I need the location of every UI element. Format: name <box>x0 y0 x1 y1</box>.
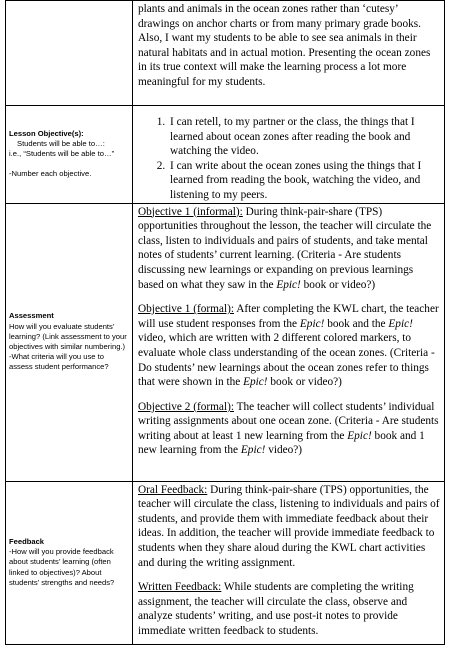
assessment-heading: Assessment <box>9 311 54 321</box>
objective-2-formal-label: Objective 2 (formal): <box>138 400 234 413</box>
written-feedback-label: Written Feedback: <box>138 581 222 594</box>
epic-title: Epic! <box>388 317 413 330</box>
objective-2-formal-text: book and 1 new learning from the <box>138 429 425 457</box>
epic-title: Epic! <box>347 429 372 442</box>
intro-text: plants and animals in the ocean zones rather than ‘cutesy’ drawings on anchor charts or from many primary grade books. Also, I want my students to be able to see sea animals in their natural habitats and in actual motion. Presenting the ocean zones in its true context will make the learning process a lot more meaningful for my students. <box>138 3 431 88</box>
written-feedback <box>138 580 440 638</box>
objective-2-formal-text-end: video?) <box>265 444 303 457</box>
objective-2-formal <box>138 400 440 458</box>
objective-1-informal-text: During think-pair-share (TPS) opportunities throughout the lesson, the teacher will circulate the class, listen to individuals and pairs of students, and take mental notes of students’ current learning. (Criteria - Are students discussing new learnings or expanding on previous learnings based on what they saw in the <box>138 205 432 291</box>
objective-1-formal-text: video, which are written with 2 different colored markers, to evaluate whole class understanding of the ocean zones. (Criteria - Do students’ new learnings about the ocean zones refer to things that were shown in the <box>138 332 435 389</box>
feedback-left-cell <box>6 481 133 644</box>
intro-left-cell <box>6 1 133 106</box>
feedback-question: -How will you provide feedback about students’ learning (often linked to objectives)? About students’ strengths and needs? <box>9 547 115 587</box>
feedback-heading: Feedback <box>9 537 45 547</box>
objective-1-formal <box>138 302 440 390</box>
objective-1-formal-text: book and the <box>324 317 389 330</box>
intro-right-cell <box>133 1 445 106</box>
objective-item: 1. I can retell, to my partner or the class, the things that I learned about ocean zones after reading the book and watching the video. <box>168 115 440 159</box>
epic-title: Epic! <box>276 278 301 291</box>
epic-title: Epic! <box>299 317 325 330</box>
lesson-plan-table <box>5 0 445 645</box>
objectives-sub1: Students will be able to…: <box>17 139 105 149</box>
assessment-right-cell <box>133 203 445 481</box>
objective-1-informal-text-end: book or video?) <box>300 278 376 291</box>
assessment-question-1: How will you evaluate students’ learning? (Link assessment to your objectives with similar numbering.) <box>9 321 127 352</box>
objective-1-formal-label: Objective 1 (formal): <box>138 303 234 316</box>
written-feedback-text: While students are completing the writing assignment, the teacher will circulate the class, observe and analyze students’ writing, and use post-it notes to provide immediate written feedback to students. <box>138 581 414 637</box>
epic-title: Epic! <box>240 444 266 457</box>
objective-1-formal-text: After completing the KWL chart, the teacher will use student responses from the <box>138 303 439 330</box>
objective-1-informal <box>138 205 440 293</box>
epic-title: Epic! <box>243 376 268 389</box>
assessment-question-2: -What criteria will you use to assess student performance? <box>9 352 109 372</box>
oral-feedback <box>138 483 440 571</box>
feedback-right-cell <box>133 481 445 644</box>
objective-1-formal-text-end: book or video?) <box>267 376 342 389</box>
objective-2-formal-text: The teacher will collect students’ individual writing assignments about one ocean zone. (Criteria - Are students writing about at least 1 new learning from the <box>138 400 439 442</box>
oral-feedback-text: During think-pair-share (TPS) opportunities, the teacher will circulate the class, listening to individuals and pairs of students, and provide them with immediate feedback about their ideas. In addition, the teacher will provide immediate feedback to students when they share aloud during the KWL chart activities and during the writing assignment. <box>138 483 440 569</box>
objectives-list <box>138 115 440 203</box>
objectives-sub2: i.e., “Students will be able to…” <box>9 149 115 159</box>
objective-item: 2. I can write about the ocean zones using the things that I learned from reading the book, watching the video, and listening to my peers. <box>168 159 440 203</box>
oral-feedback-label: Oral Feedback: <box>138 483 208 496</box>
objectives-row <box>6 106 445 204</box>
objectives-note: -Number each objective. <box>9 169 92 179</box>
intro-row <box>6 1 445 106</box>
objectives-heading: Lesson Objective(s): <box>9 128 84 138</box>
assessment-row <box>6 203 445 481</box>
feedback-row <box>6 481 445 644</box>
objectives-right-cell <box>133 106 445 204</box>
objective-1-informal-label: Objective 1 (informal): <box>138 205 243 218</box>
objectives-left-cell <box>6 106 133 204</box>
assessment-left-cell <box>6 203 133 481</box>
